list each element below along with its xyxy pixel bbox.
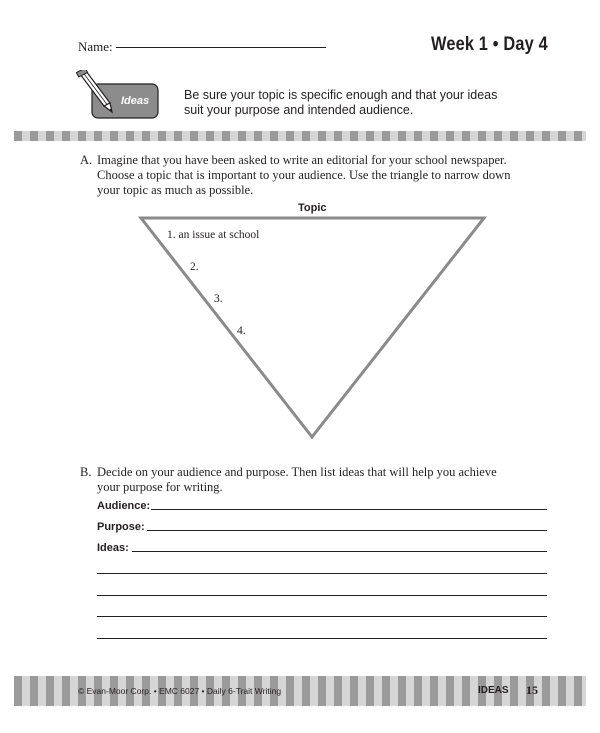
footer-copyright: © Evan-Moor Corp. • EMC 6027 • Daily 6-Trait Writing xyxy=(78,686,282,696)
section-a-letter: A. xyxy=(80,153,93,167)
triangle-item-1: 1. an issue at school xyxy=(167,229,260,241)
ideas-blank-line[interactable] xyxy=(97,638,547,639)
purpose-label: Purpose: xyxy=(97,521,145,533)
week-day-title: Week 1 • Day 4 xyxy=(431,34,548,55)
page-number: 15 xyxy=(526,683,538,697)
intro-text: Be sure your topic is specific enough and that your ideas suit your purpose and intended audience. xyxy=(184,88,498,117)
triangle-item-4: 4. xyxy=(237,325,246,337)
footer-trait: IDEAS xyxy=(478,685,509,696)
section-b-letter: B. xyxy=(80,465,92,479)
purpose-line[interactable] xyxy=(147,530,547,531)
triangle-item-3: 3. xyxy=(214,293,223,305)
name-label: Name: xyxy=(78,39,113,54)
audience-label: Audience: xyxy=(97,500,151,512)
triangle-item-2: 2. xyxy=(190,261,199,273)
ideas-label: Ideas: xyxy=(97,542,129,554)
ideas-badge-label: Ideas xyxy=(121,95,150,107)
ideas-blank-line[interactable] xyxy=(97,595,547,596)
ideas-blank-line[interactable] xyxy=(97,573,547,574)
ideas-line[interactable] xyxy=(132,551,547,552)
audience-line[interactable] xyxy=(151,509,547,510)
section-a-instructions: Imagine that you have been asked to write an editorial for your school newspaper. Choose a topic that is important to your audience. Use the triangle to narrow down your topic as much as possible. xyxy=(97,153,511,197)
ideas-blank-line[interactable] xyxy=(97,616,547,617)
topic-label: Topic xyxy=(298,202,327,214)
section-b-instructions: Decide on your audience and purpose. Then list ideas that will help you achieve your purpose for writing. xyxy=(97,465,497,494)
